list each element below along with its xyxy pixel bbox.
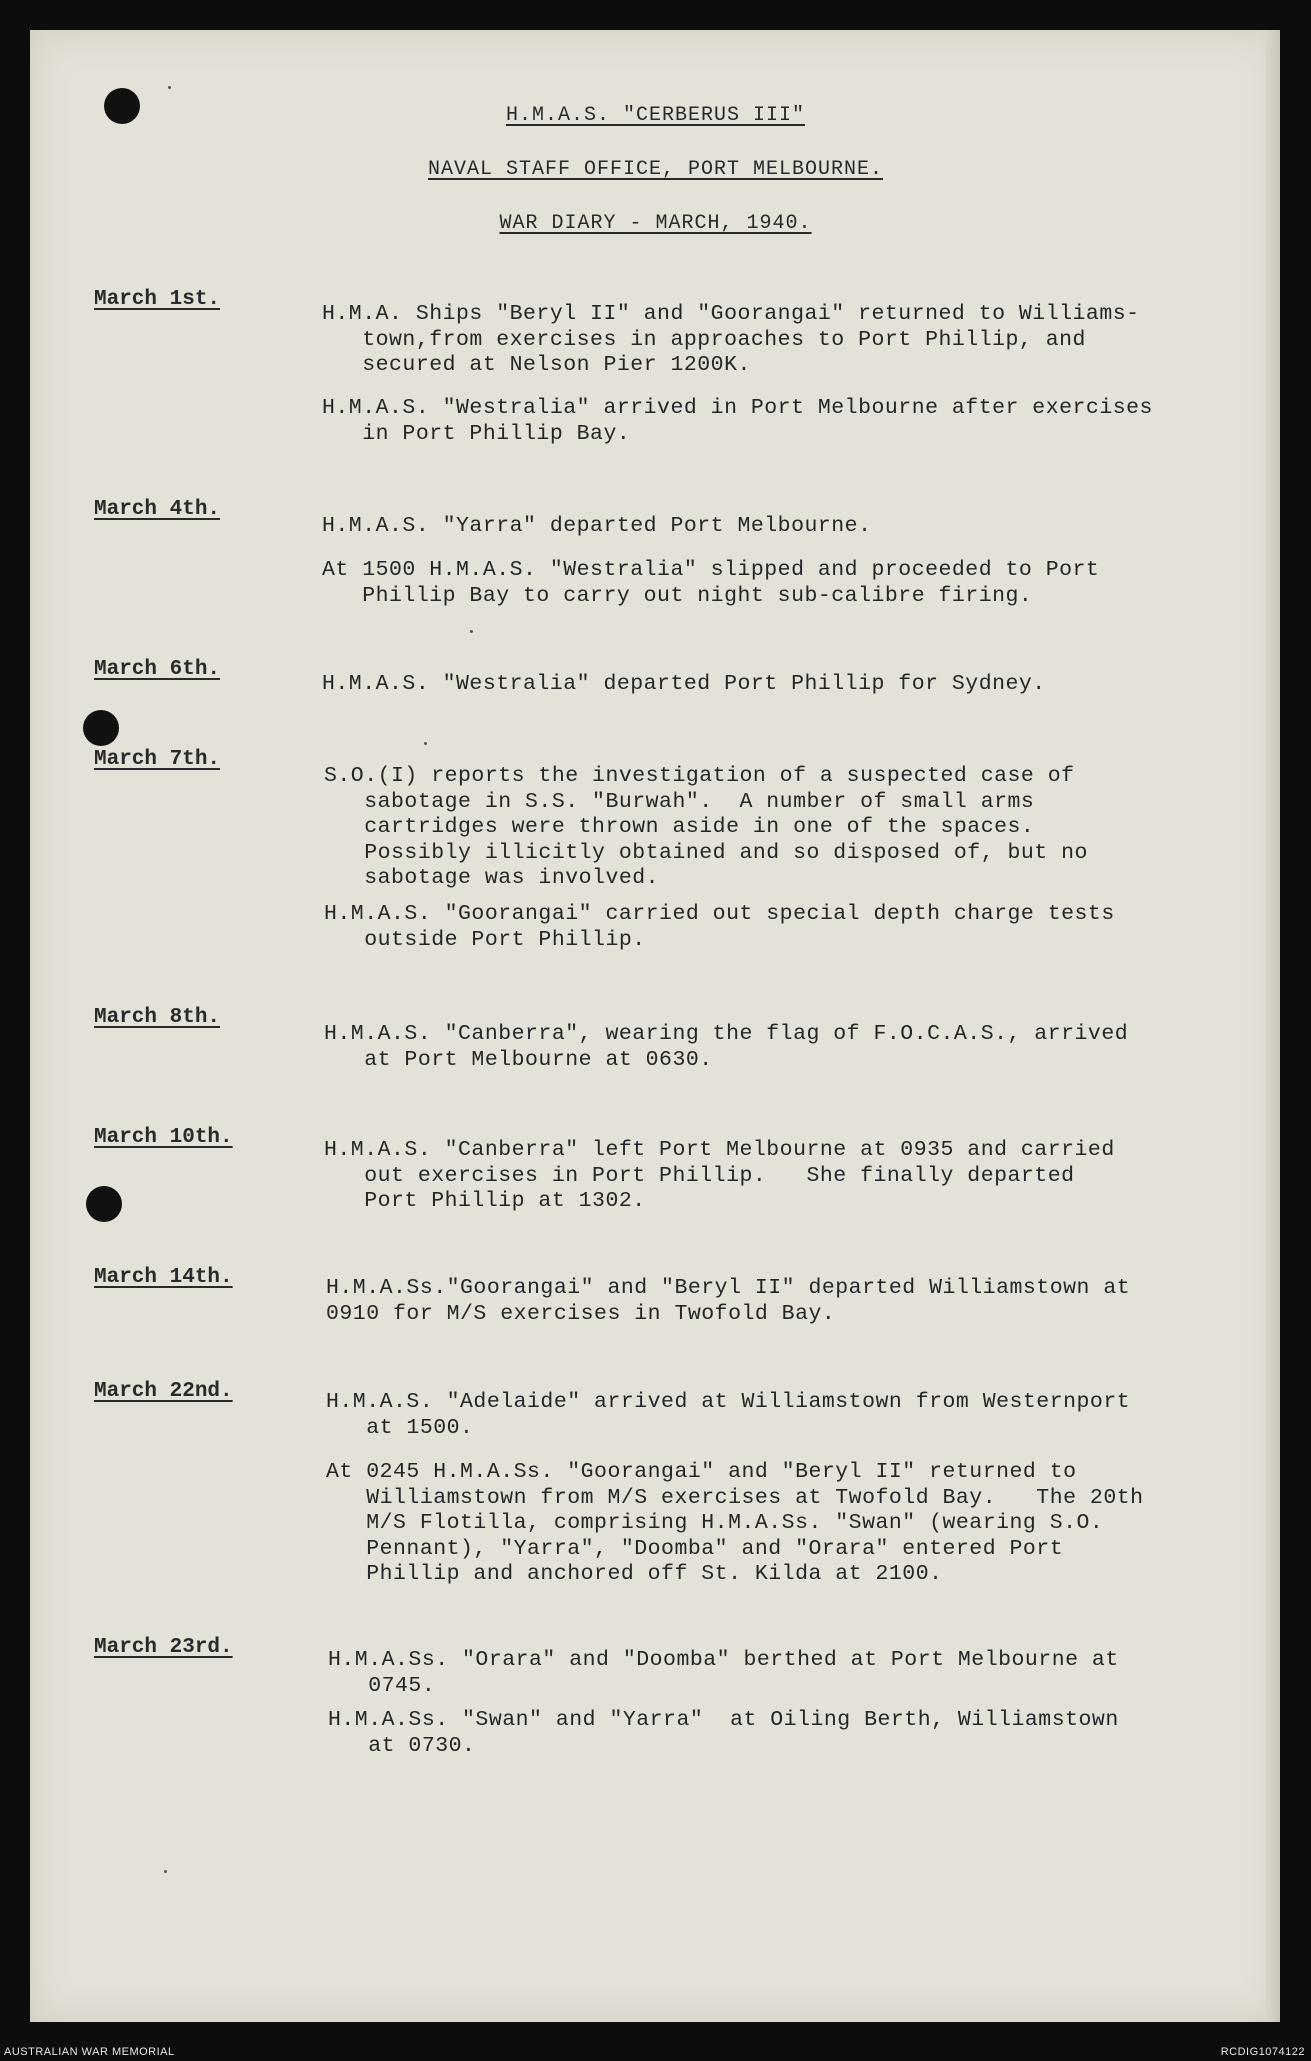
paper-speck [470, 630, 473, 633]
archive-credit: AUSTRALIAN WAR MEMORIAL [4, 2046, 175, 2058]
entry-paragraph: S.O.(I) reports the investigation of a suspected case of sabotage in S.S. "Burwah". A number of small arms cartridges were thrown aside in one of the spaces. Possibly illicitly obtained and so disposed of, but no sabotage was involved. [324, 764, 1088, 890]
entry-paragraph: H.M.A.S. "Westralia" arrived in Port Melbourne after exercises in Port Phillip Bay. [322, 396, 1153, 446]
entry-date: March 6th. [94, 658, 221, 681]
diary-title [0, 212, 1311, 235]
punch-hole-bottom [86, 1186, 122, 1222]
entry-paragraph: H.M.A.S. "Westralia" departed Port Phillip for Sydney. [322, 672, 1046, 696]
entry-paragraph: H.M.A.S. "Goorangai" carried out special depth charge tests outside Port Phillip. [324, 902, 1115, 952]
entry-paragraph: H.M.A. Ships "Beryl II" and "Goorangai" returned to Williams- town,from exercises in approaches to Port Phillip, and secured at Nelson Pier 1200K. [322, 302, 1140, 377]
entry-date: March 22nd. [94, 1380, 233, 1403]
entry-paragraph: H.M.A.S. "Yarra" departed Port Melbourne. [322, 514, 872, 538]
entry-paragraph: H.M.A.S. "Canberra", wearing the flag of F.O.C.A.S., arrived at Port Melbourne at 0630. [324, 1022, 1129, 1072]
entry-paragraph: H.M.A.S. "Canberra" left Port Melbourne at 0935 and carried out exercises in Port Phillip. She finally departed Port Phillip at 1302. [324, 1138, 1115, 1213]
entry-paragraph: At 1500 H.M.A.S. "Westralia" slipped and proceeded to Port Phillip Bay to carry out night sub-calibre firing. [322, 558, 1100, 608]
entry-date: March 8th. [94, 1006, 221, 1029]
entry-paragraph: At 0245 H.M.A.Ss. "Goorangai" and "Beryl II" returned to Williamstown from M/S exercises at Twofold Bay. The 20th M/S Flotilla, comprising H.M.A.Ss. "Swan" (wearing S.O. Pennant), "Yarra", "Doomba" and "Orara" entered Port Phillip and anchored off St. Kilda at 2100. [326, 1460, 1144, 1586]
punch-hole-middle [83, 710, 119, 746]
entry-paragraph: H.M.A.Ss. "Orara" and "Doomba" berthed at Port Melbourne at 0745. [328, 1648, 1119, 1698]
office-title [0, 158, 1311, 181]
office-title-text: NAVAL STAFF OFFICE, PORT MELBOURNE. [427, 158, 884, 181]
paper-speck [164, 1870, 167, 1873]
entry-date: March 14th. [94, 1266, 233, 1289]
ship-title-text: H.M.A.S. "CERBERUS III" [505, 104, 806, 127]
paper-speck [424, 742, 427, 745]
entry-date: March 4th. [94, 498, 221, 521]
entry-paragraph: H.M.A.Ss."Goorangai" and "Beryl II" departed Williamstown at 0910 for M/S exercises in Twofold Bay. [326, 1276, 1131, 1326]
entry-date: March 23rd. [94, 1636, 233, 1659]
record-id: RCDIG1074122 [1220, 2046, 1305, 2058]
entry-paragraph: H.M.A.Ss. "Swan" and "Yarra" at Oiling Berth, Williamstown at 0730. [328, 1708, 1119, 1758]
entry-paragraph: H.M.A.S. "Adelaide" arrived at Williamstown from Westernport at 1500. [326, 1390, 1131, 1440]
entry-date: March 7th. [94, 748, 221, 771]
entry-date: March 1st. [94, 288, 221, 311]
page-edge [1266, 30, 1280, 2022]
ship-title [0, 104, 1311, 127]
diary-title-text: WAR DIARY - MARCH, 1940. [499, 212, 812, 235]
paper-speck [168, 86, 171, 89]
entry-date: March 10th. [94, 1126, 233, 1149]
